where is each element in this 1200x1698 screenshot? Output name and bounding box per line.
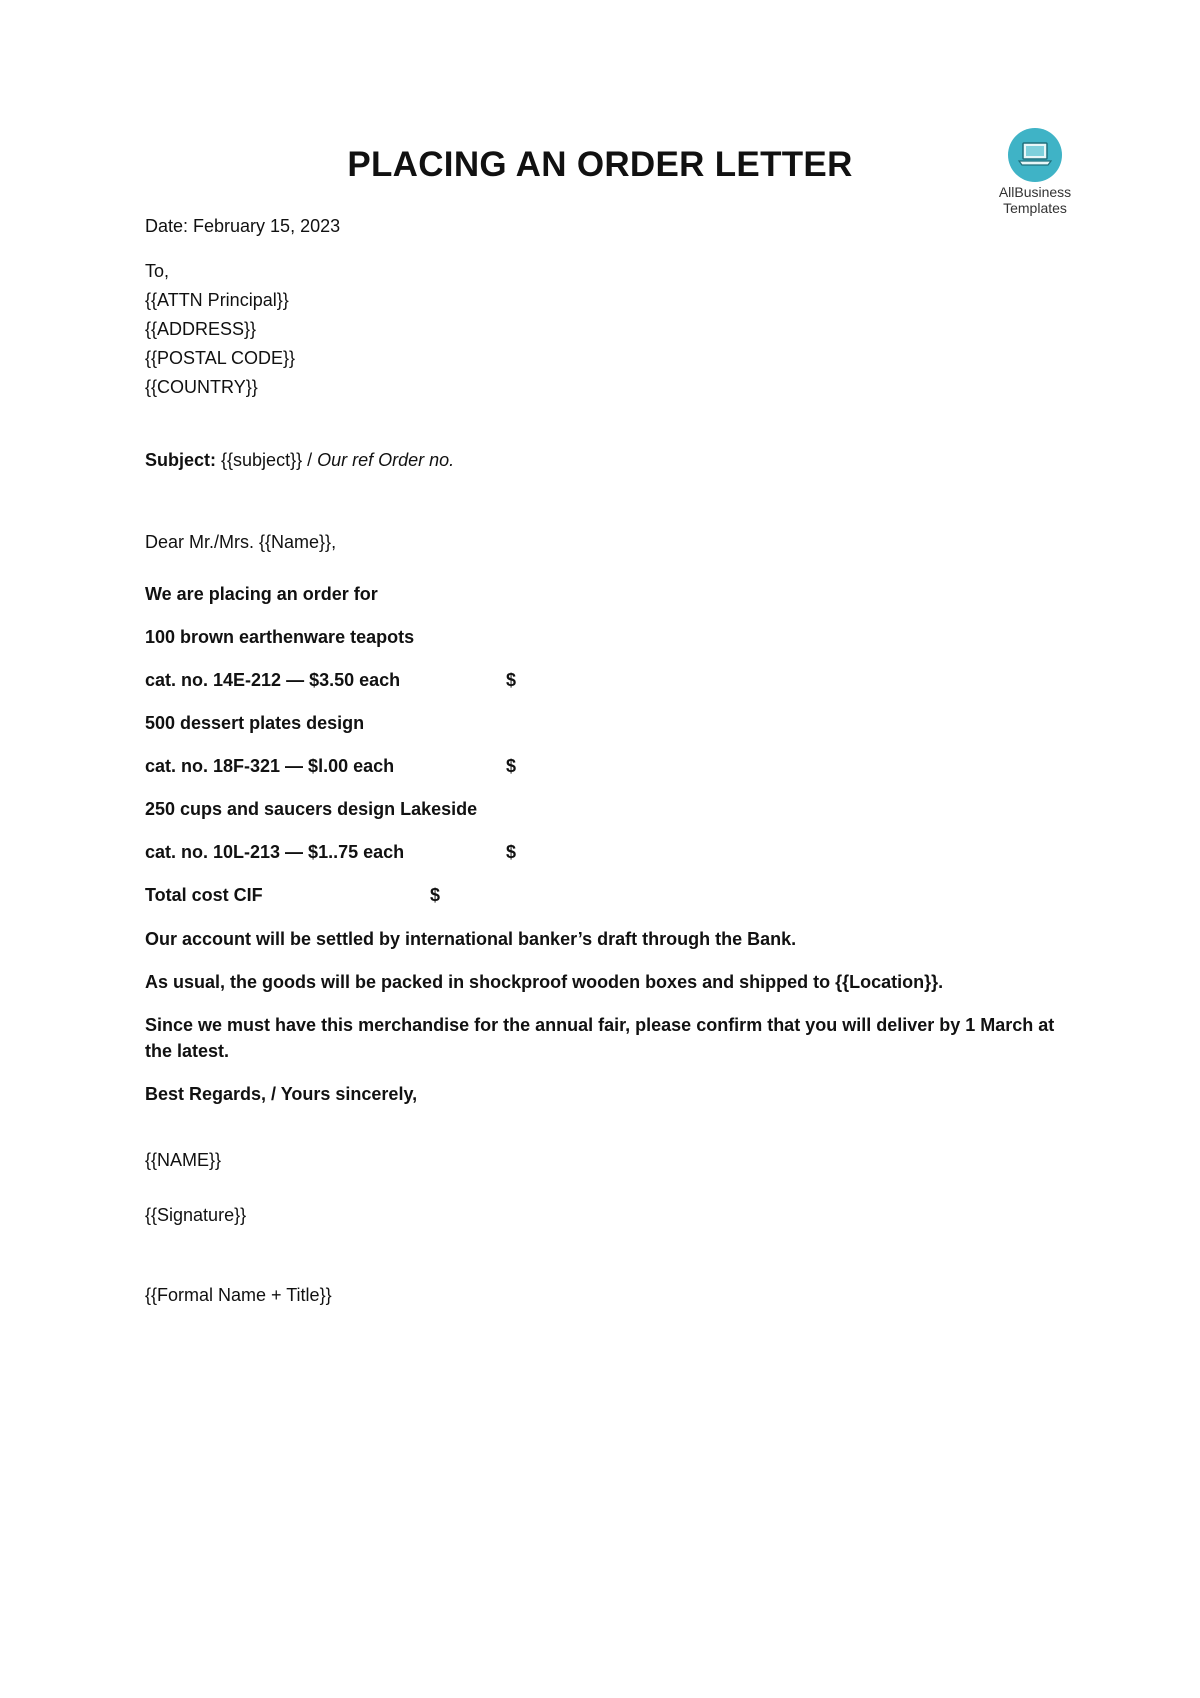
total-label: Total cost CIF [145,885,263,905]
signer-name: {{NAME}} [145,1150,222,1170]
recipient-country: {{COUNTRY}} [145,377,258,397]
order-intro: We are placing an order for [145,584,378,604]
recipient-attn: {{ATTN Principal}} [145,290,289,310]
item-1-description: 100 brown earthenware teapots [145,627,415,647]
logo-line-2: Templates [1003,200,1067,216]
page-title: PLACING AN ORDER LETTER [347,145,853,184]
company-logo [985,128,1095,218]
item-1-amount: $ [506,670,517,690]
item-2-amount: $ [506,756,517,776]
logo-text [985,184,1085,216]
signer-signature: {{Signature}} [145,1205,247,1225]
closing-line: Best Regards, / Yours sincerely, [145,1084,418,1104]
subject-value: {{subject}} / [216,450,318,470]
recipient-to: To, [145,261,170,281]
logo-circle [1008,128,1062,182]
deadline-paragraph: Since we must have this merchandise for the annual fair, please confirm that you will deliver by 1 March at the latest. [145,1015,1055,1061]
item-3-description: 250 cups and saucers design Lakeside [145,799,478,819]
recipient-postal-code: {{POSTAL CODE}} [145,348,296,368]
item-3-amount: $ [506,842,517,862]
account-paragraph: Our account will be settled by international banker’s draft through the Bank. [145,929,797,949]
letter-date: Date: February 15, 2023 [145,216,341,236]
item-2-description: 500 dessert plates design [145,713,365,733]
laptop-icon [1008,128,1062,182]
total-amount: $ [430,885,441,905]
item-2-catalog: cat. no. 18F-321 — $l.00 each [145,756,395,776]
salutation: Dear Mr./Mrs. {{Name}}, [145,532,337,552]
item-3-catalog: cat. no. 10L-213 — $1..75 each [145,842,405,862]
item-1-catalog: cat. no. 14E-212 — $3.50 each [145,670,401,690]
subject-ref: Our ref Order no. [317,450,455,470]
subject-line [145,450,454,471]
signer-formal-title: {{Formal Name + Title}} [145,1285,332,1305]
recipient-address: {{ADDRESS}} [145,319,257,339]
packing-paragraph: As usual, the goods will be packed in shockproof wooden boxes and shipped to {{Location}}. [145,972,944,992]
logo-line-1: AllBusiness [998,184,1072,200]
subject-label: Subject: [145,450,217,470]
